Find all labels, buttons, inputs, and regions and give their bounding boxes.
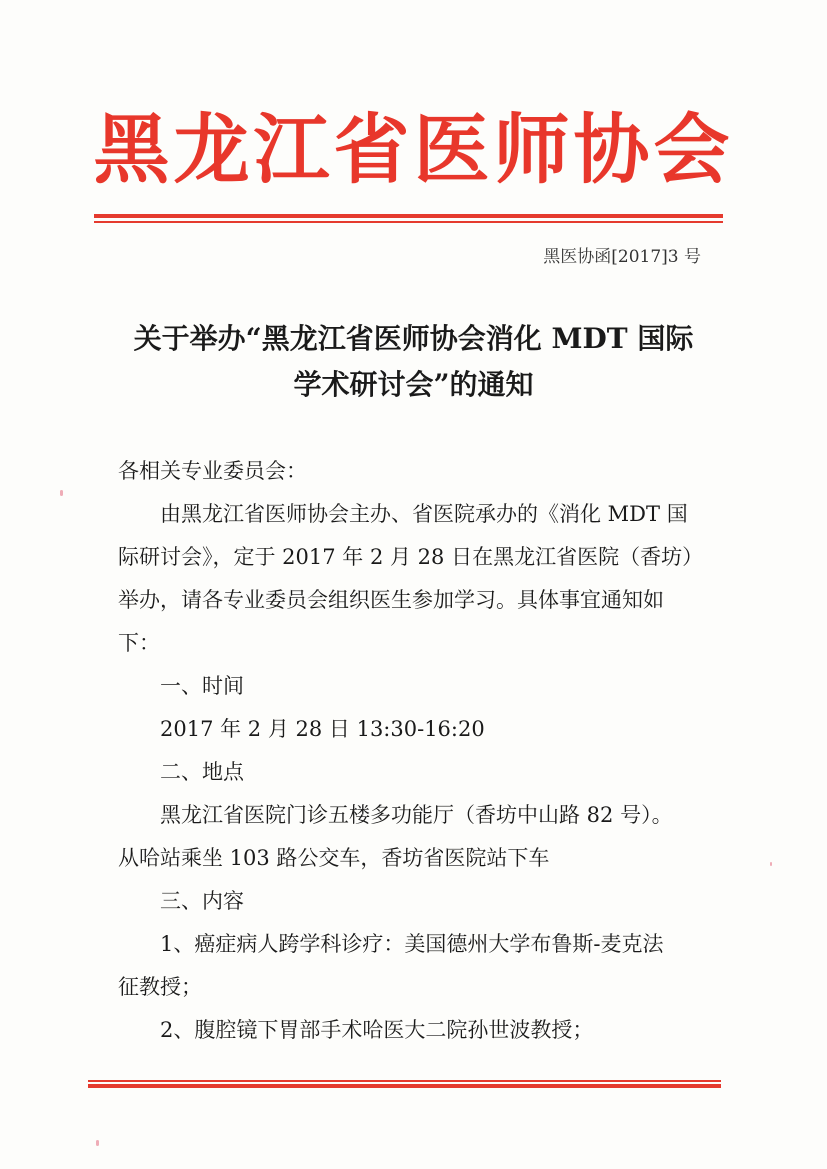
intro-line-3: 举办，请各专业委员会组织医生参加学习。具体事宜通知如: [118, 588, 664, 612]
paper-speck: [96, 1140, 99, 1146]
letterhead-rule-thick: [94, 214, 723, 218]
notice-title: [0, 316, 827, 408]
section-time-value: 2017 年 2 月 28 日 13:30-16:20: [160, 717, 485, 741]
notice-title-line-2: 学术研讨会”的通知: [293, 368, 534, 401]
notice-title-line-1: 关于举办“黑龙江省医师协会消化 MDT 国际: [133, 322, 694, 355]
section-time-heading: 一、时间: [160, 674, 244, 698]
section-content-heading: 三、内容: [160, 889, 244, 913]
content-item-2: 2、腹腔镜下胃部手术哈医大二院孙世波教授；: [160, 1018, 594, 1042]
footer-rule-thin: [88, 1080, 721, 1082]
content-item-1-line-2: 征教授；: [118, 975, 202, 999]
letterhead-org-name: 黑龙江省医师协会: [93, 105, 734, 194]
document-number: 黑医协函[2017]3 号: [543, 247, 701, 267]
notice-body: [118, 450, 718, 1052]
footer-rule-thick: [88, 1084, 721, 1088]
salutation: 各相关专业委员会：: [118, 459, 307, 483]
letterhead-red-rule: [94, 214, 723, 223]
section-location-line-1: 黑龙江省医院门诊五楼多功能厅（香坊中山路 82 号）。: [160, 803, 673, 827]
intro-line-1: 由黑龙江省医师协会主办、省医院承办的《消化 MDT 国: [160, 502, 688, 526]
footer-red-rule: [88, 1080, 721, 1089]
paper-speck: [60, 490, 63, 496]
content-item-1-line-1: 1、癌症病人跨学科诊疗：美国德州大学布鲁斯-麦克法: [160, 932, 664, 956]
section-location-line-2: 从哈站乘坐 103 路公交车，香坊省医院站下车: [118, 846, 550, 870]
intro-line-2: 际研讨会》，定于 2017 年 2 月 28 日在黑龙江省医院（香坊）: [118, 545, 704, 569]
section-location-heading: 二、地点: [160, 760, 244, 784]
letterhead-rule-thin: [94, 221, 723, 223]
intro-line-4: 下：: [118, 631, 160, 655]
paper-speck: [770, 862, 772, 866]
